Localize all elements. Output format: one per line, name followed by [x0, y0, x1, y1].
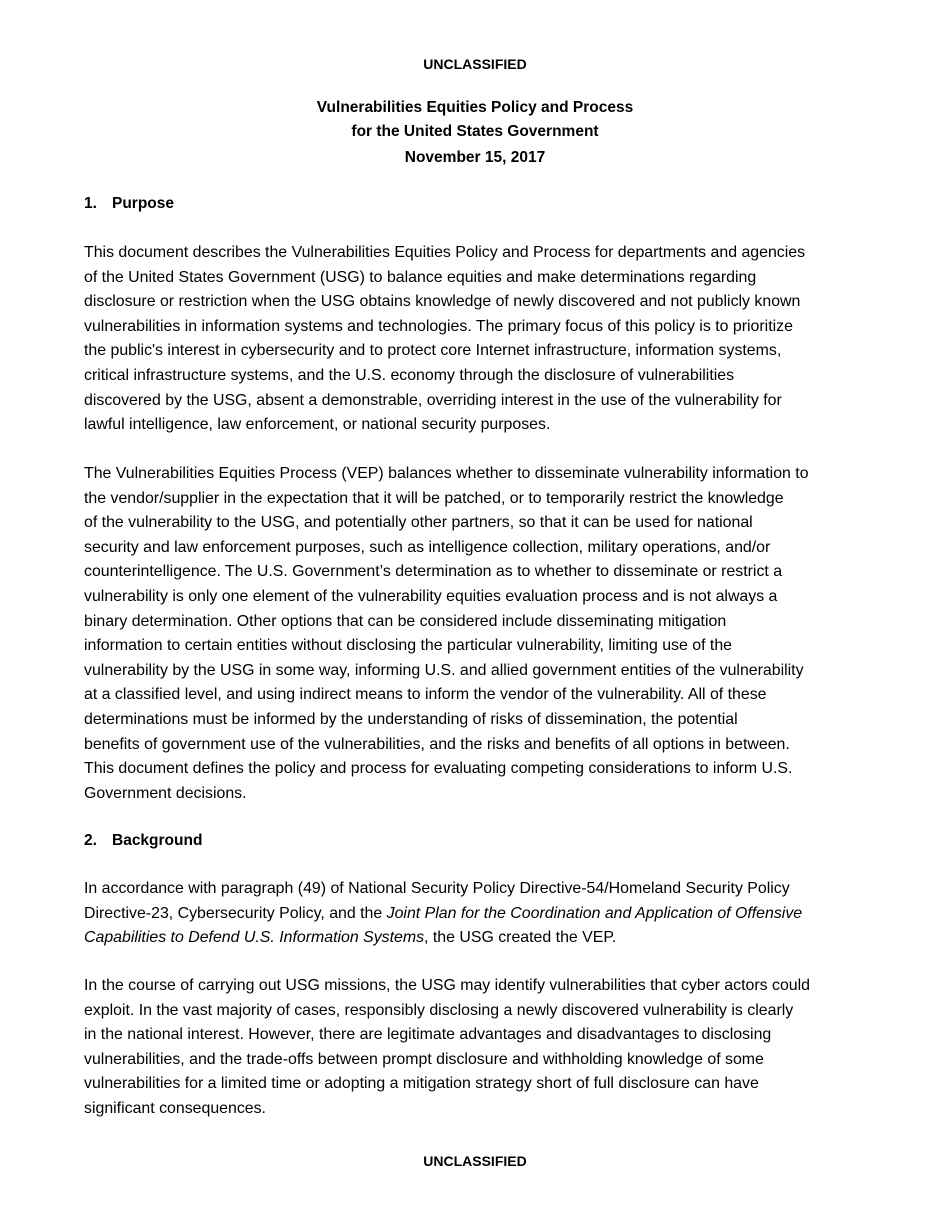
text-line	[84, 902, 869, 927]
paragraph-background-2	[84, 974, 869, 1122]
text-line: This document defines the policy and process for evaluating competing considerations to inform U.S.	[84, 760, 793, 778]
text-line: discovered by the USG, absent a demonstrable, overriding interest in the use of the vulnerability for	[84, 391, 782, 409]
text-line: In accordance with paragraph (49) of National Security Policy Directive-54/Homeland Security Policy	[84, 880, 790, 897]
section-heading-purpose	[84, 195, 174, 213]
text-line: the vendor/supplier in the expectation that it will be patched, or to temporarily restrict the knowledge	[84, 489, 784, 507]
joint-plan-title-part-2: Capabilities to Defend U.S. Information Systems	[84, 929, 425, 947]
text-line: at a classified level, and using indirect means to inform the vendor of the vulnerability. All of these	[84, 686, 767, 704]
text-segment: , the USG created the VEP.	[424, 929, 617, 947]
text-line: This document describes the Vulnerabilities Equities Policy and Process for departments and agencies	[84, 244, 806, 261]
text-segment: Directive-23, Cybersecurity Policy, and the	[84, 904, 387, 922]
text-line: of the United States Government (USG) to balance equities and make determinations regarding	[84, 268, 757, 286]
section-title: Background	[112, 832, 203, 849]
text-line	[84, 926, 869, 951]
document-title-line-2: for the United States Government	[351, 123, 599, 140]
text-line: lawful intelligence, law enforcement, or national security purposes.	[84, 416, 551, 434]
section-title: Purpose	[112, 195, 175, 212]
text-line: determinations must be informed by the understanding of risks of dissemination, the potential	[84, 710, 738, 728]
text-line: security and law enforcement purposes, such as intelligence collection, military operations, and/or	[84, 538, 771, 556]
document-date: November 15, 2017	[404, 149, 546, 166]
text-line: the public's interest in cybersecurity and to protect core Internet infrastructure, information systems,	[84, 342, 782, 360]
paragraph-purpose-1	[84, 241, 869, 438]
paragraph-background-1	[84, 877, 869, 951]
classification-banner-bottom: UNCLASSIFIED	[423, 1153, 527, 1169]
text-line: Government decisions.	[84, 784, 247, 802]
paragraph-purpose-2	[84, 462, 869, 806]
text-line: disclosure or restriction when the USG obtains knowledge of newly discovered and not publicly known	[84, 293, 801, 311]
section-heading-background	[84, 832, 202, 850]
classification-banner-top: UNCLASSIFIED	[423, 56, 527, 72]
text-line: vulnerabilities in information systems and technologies. The primary focus of this policy is to prioritize	[84, 317, 793, 335]
text-line: binary determination. Other options that can be considered include disseminating mitigation	[84, 612, 727, 630]
joint-plan-title-part-1: Joint Plan for the Coordination and Application of Offensive	[386, 904, 803, 922]
text-line: vulnerabilities, and the trade-offs between prompt disclosure and withholding knowledge of some	[84, 1050, 764, 1068]
text-line: exploit. In the vast majority of cases, responsibly disclosing a newly discovered vulnerability is clearly	[84, 1001, 794, 1019]
text-line: significant consequences.	[84, 1099, 266, 1117]
text-line: information to certain entities without disclosing the particular vulnerability, limiting use of the	[84, 637, 733, 655]
text-line: counterintelligence. The U.S. Government’s determination as to whether to disseminate or restrict a	[84, 563, 783, 581]
text-line: The Vulnerabilities Equities Process (VEP) balances whether to disseminate vulnerability information to	[84, 465, 809, 482]
section-number: 1.	[84, 195, 97, 212]
text-line: vulnerabilities for a limited time or adopting a mitigation strategy short of full disclosure can have	[84, 1075, 759, 1093]
text-line: vulnerability by the USG in some way, informing U.S. and allied government entities of the vulnerability	[84, 661, 804, 679]
text-line: vulnerability is only one element of the vulnerability equities evaluation process and is not always a	[84, 587, 778, 605]
section-number: 2.	[84, 832, 97, 849]
text-line: of the vulnerability to the USG, and potentially other partners, so that it can be used for national	[84, 514, 753, 532]
text-line: benefits of government use of the vulnerabilities, and the risks and benefits of all options in between.	[84, 735, 790, 753]
text-line: In the course of carrying out USG missions, the USG may identify vulnerabilities that cyber actors could	[84, 977, 810, 994]
text-line: in the national interest. However, there are legitimate advantages and disadvantages to disclosing	[84, 1026, 772, 1044]
text-line: critical infrastructure systems, and the U.S. economy through the disclosure of vulnerabilities	[84, 366, 735, 384]
document-title-line-1: Vulnerabilities Equities Policy and Process	[316, 99, 634, 116]
